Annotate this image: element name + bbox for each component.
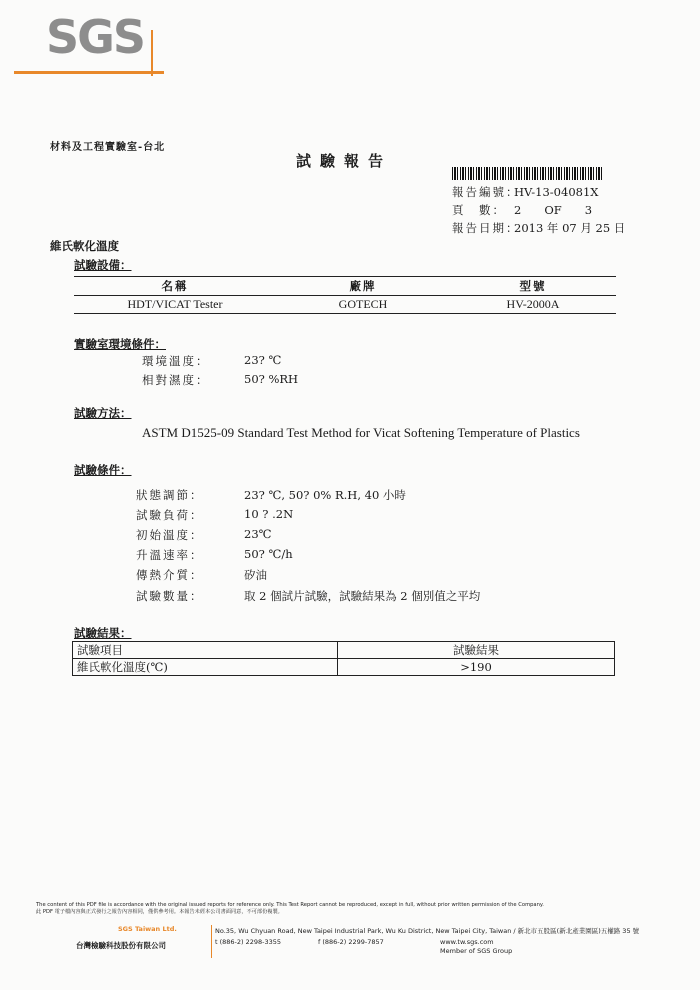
equipment-header-row	[74, 277, 616, 296]
footer-website[interactable]: www.tw.sgs.com	[440, 938, 494, 946]
equipment-name: HDT/VICAT Tester	[74, 296, 276, 314]
disclaimer-en: The content of this PDF file is accordance with the original issued reports for reference only. This Test Report cannot be reproduced, except in full, without prior written permission of the Company.	[36, 902, 544, 908]
report-date: 2013 年 07 月 25 日	[514, 221, 626, 235]
equipment-col-name: 名稱	[74, 277, 276, 296]
results-table	[72, 641, 615, 676]
company-name-en: SGS Taiwan Ltd.	[118, 925, 177, 933]
report-number-row	[452, 184, 598, 200]
logo-accent-line	[151, 30, 153, 76]
report-date-row	[452, 220, 625, 236]
company-name-zh: 台灣檢驗科技股份有限公司	[76, 941, 166, 950]
report-number: HV-13-04081X	[514, 185, 599, 199]
condition-value: 50? %RH	[244, 372, 299, 386]
condition-value: 23℃	[244, 527, 272, 541]
equipment-col-model: 型號	[450, 277, 616, 296]
logo-accent-bar	[14, 71, 164, 74]
test-name: 維氏軟化溫度	[50, 239, 119, 253]
results-heading: 試驗結果：	[74, 626, 132, 640]
report-title: 試驗報告	[296, 152, 393, 170]
report-date-label: 報告日期：	[452, 221, 520, 235]
footer-address: No.35, Wu Chyuan Road, New Taipei Industrial Park, Wu Ku District, New Taipei City, Taiwan / 新北市五股區(新北產業園區)五權路 35 號	[215, 927, 640, 935]
disclaimer-zh: 此 PDF 電子檔內容與正式發行之報告內容相同，僅供參考用。本報告未經本公司書面同意，不可部份複製。	[36, 909, 283, 915]
condition-key: 試驗數量：	[136, 589, 204, 603]
equipment-col-brand: 廠牌	[276, 277, 450, 296]
lab-name: 材料及工程實驗室-台北	[50, 142, 166, 153]
results-col-item: 試驗項目	[73, 642, 338, 659]
table-row	[73, 659, 615, 676]
results-col-result: 試驗結果	[338, 642, 615, 659]
condition-key: 初始溫度：	[136, 528, 204, 542]
condition-value: 23? ℃, 50? 0% R.H, 40 小時	[244, 488, 406, 502]
equipment-model: HV-2000A	[450, 296, 616, 314]
method-heading: 試驗方法：	[74, 406, 132, 420]
condition-key: 傳熱介質：	[136, 568, 204, 582]
page-count: 2 OF 3	[514, 203, 593, 217]
results-header-row	[73, 642, 615, 659]
condition-key: 狀態調節：	[136, 488, 204, 502]
conditions-heading: 試驗條件：	[74, 463, 132, 477]
footer-divider	[211, 925, 212, 958]
table-row	[74, 296, 616, 314]
equipment-heading: 試驗設備：	[74, 258, 132, 272]
equipment-table	[74, 276, 616, 314]
footer-member: Member of SGS Group	[440, 947, 513, 955]
page-count-row	[452, 202, 592, 218]
footer-tel: t (886-2) 2298-3355	[215, 938, 282, 946]
condition-key: 升溫速率：	[136, 548, 204, 562]
condition-value: 取 2 個試片試驗，試驗結果為 2 個別值之平均	[244, 589, 481, 603]
result-value: >190	[338, 659, 615, 676]
condition-value: 50? ℃/h	[244, 547, 293, 561]
footer-disclaimer	[36, 902, 556, 916]
report-number-label: 報告編號：	[452, 185, 520, 199]
method-text: ASTM D1525-09 Standard Test Method for Vicat Softening Temperature of Plastics	[142, 425, 580, 440]
barcode	[452, 167, 602, 180]
condition-key: 試驗負荷：	[136, 508, 204, 522]
equipment-brand: GOTECH	[276, 296, 450, 314]
condition-value: 10 ? .2N	[244, 507, 294, 521]
sgs-logo: SGS	[46, 10, 145, 64]
page-count-label: 頁 數：	[452, 203, 506, 217]
lab-conditions-heading: 實驗室環境條件：	[74, 337, 166, 351]
condition-value: 23? ℃	[244, 353, 282, 367]
condition-value: 矽油	[244, 568, 267, 582]
footer-fax: f (886-2) 2299-7857	[318, 938, 384, 946]
condition-key: 相對濕度：	[142, 373, 210, 387]
result-item: 維氏軟化溫度(℃)	[73, 659, 338, 676]
condition-key: 環境溫度：	[142, 354, 210, 368]
